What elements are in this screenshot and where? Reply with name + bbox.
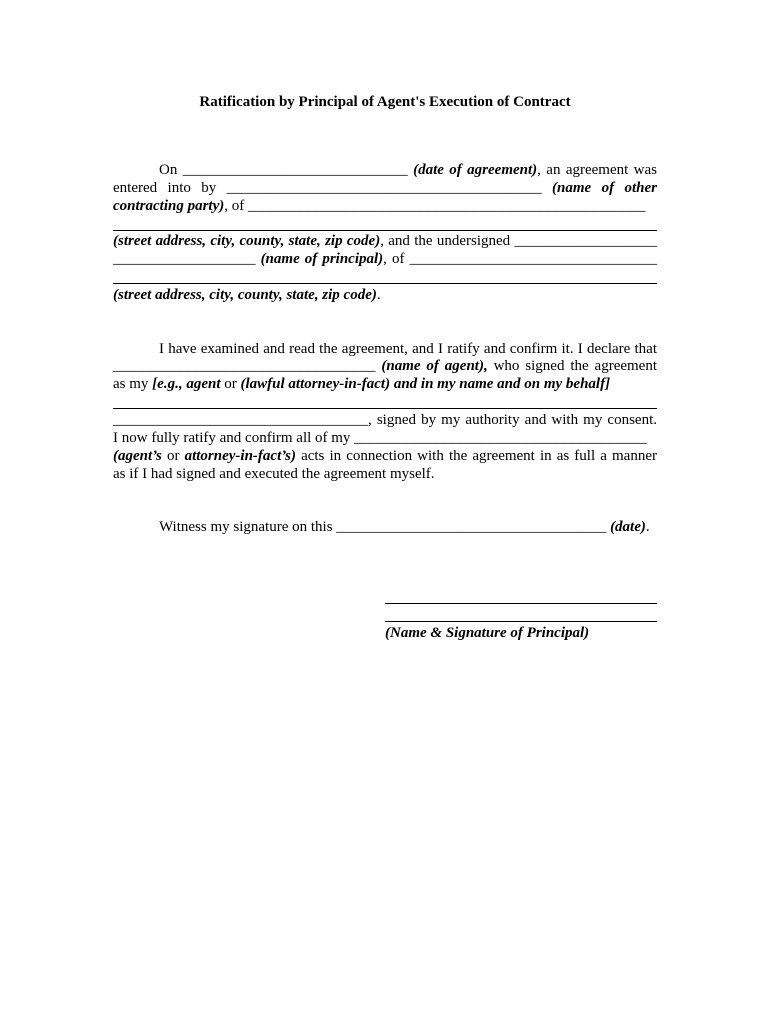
confirm-acts-blank[interactable]: I now fully ratify and confirm all of my _______________________________________ bbox=[113, 430, 647, 446]
p1-line-3 bbox=[113, 197, 657, 215]
agent-label: [e.g., agent bbox=[152, 376, 221, 392]
signature-label: (Name & Signature of Principal) bbox=[385, 625, 590, 641]
p2-line-2 bbox=[113, 357, 657, 375]
p2-text: as if I had signed and executed the agreement myself. bbox=[113, 466, 435, 482]
p1-line-2 bbox=[113, 179, 657, 197]
signature-line[interactable] bbox=[385, 621, 657, 622]
p1-line-6 bbox=[113, 250, 657, 268]
p2-text: I have examined and read the agreement, and I ratify and confirm it. I declare that bbox=[159, 341, 657, 357]
p2-line-3 bbox=[113, 375, 657, 393]
undersigned-blank[interactable]: , and the undersigned ___________________ bbox=[380, 233, 657, 249]
other-party-label: (name of other bbox=[552, 180, 657, 196]
attorney-label: (lawful attorney-in-fact) and in my name and on my behalf] bbox=[240, 376, 611, 392]
p3-text: . bbox=[645, 519, 650, 535]
p2-line-7 bbox=[113, 447, 657, 465]
p1-line-8 bbox=[113, 286, 657, 304]
p1-text: . bbox=[376, 287, 381, 303]
p2-line-5 bbox=[113, 411, 657, 429]
principal-address-blank-line[interactable] bbox=[113, 283, 657, 284]
address-blank-line[interactable] bbox=[113, 230, 657, 231]
p2-text: or bbox=[220, 376, 241, 392]
agreement-date-blank[interactable]: On ______________________________ bbox=[159, 162, 408, 178]
address-label: (street address, city, county, state, zip code) bbox=[113, 233, 381, 249]
p2-text: as my bbox=[113, 376, 153, 392]
p2-line-8 bbox=[113, 465, 657, 483]
principal-address-blank[interactable]: , of _________________________________ bbox=[383, 251, 658, 267]
p1-line-5 bbox=[113, 232, 657, 250]
p2-line-1 bbox=[113, 340, 657, 358]
principal-name-label: (name of principal) bbox=[260, 251, 384, 267]
other-party-address-blank[interactable]: , of _____________________________________________________ bbox=[224, 198, 646, 214]
p2-line-6 bbox=[113, 429, 657, 447]
witness-date-blank[interactable]: Witness my signature on this ____________________________________ bbox=[159, 519, 607, 535]
p2-text: or bbox=[161, 448, 185, 464]
signature-name-line[interactable] bbox=[385, 603, 657, 604]
p1-line-1 bbox=[113, 161, 657, 179]
capacity-blank[interactable]: __________________________________, signed by my authority and with my consent. bbox=[113, 412, 657, 428]
capacity-blank-line[interactable] bbox=[113, 408, 657, 409]
agent-name-blank[interactable]: ___________________________________ bbox=[113, 358, 376, 374]
agents-label: (agent’s bbox=[113, 448, 162, 464]
p2-text: acts in connection with the agreement in as full a manner bbox=[295, 448, 657, 464]
p1-text: , an agreement was bbox=[537, 162, 657, 178]
agent-name-label: (name of agent), bbox=[381, 358, 488, 374]
other-party-label-cont: contracting party) bbox=[113, 198, 225, 214]
other-party-blank[interactable]: entered into by __________________________________________ bbox=[113, 180, 542, 196]
address-label: (street address, city, county, state, zip code) bbox=[113, 287, 377, 303]
date-label: (date) bbox=[610, 519, 646, 535]
principal-name-blank[interactable]: ___________________ bbox=[113, 251, 256, 267]
page-title: Ratification by Principal of Agent's Execution of Contract bbox=[199, 94, 571, 110]
date-of-agreement-label: (date of agreement) bbox=[413, 162, 538, 178]
witness-line bbox=[113, 518, 657, 536]
attorney-in-facts-label: attorney-in-fact’s) bbox=[184, 448, 296, 464]
p2-text: who signed the agreement bbox=[487, 358, 658, 374]
